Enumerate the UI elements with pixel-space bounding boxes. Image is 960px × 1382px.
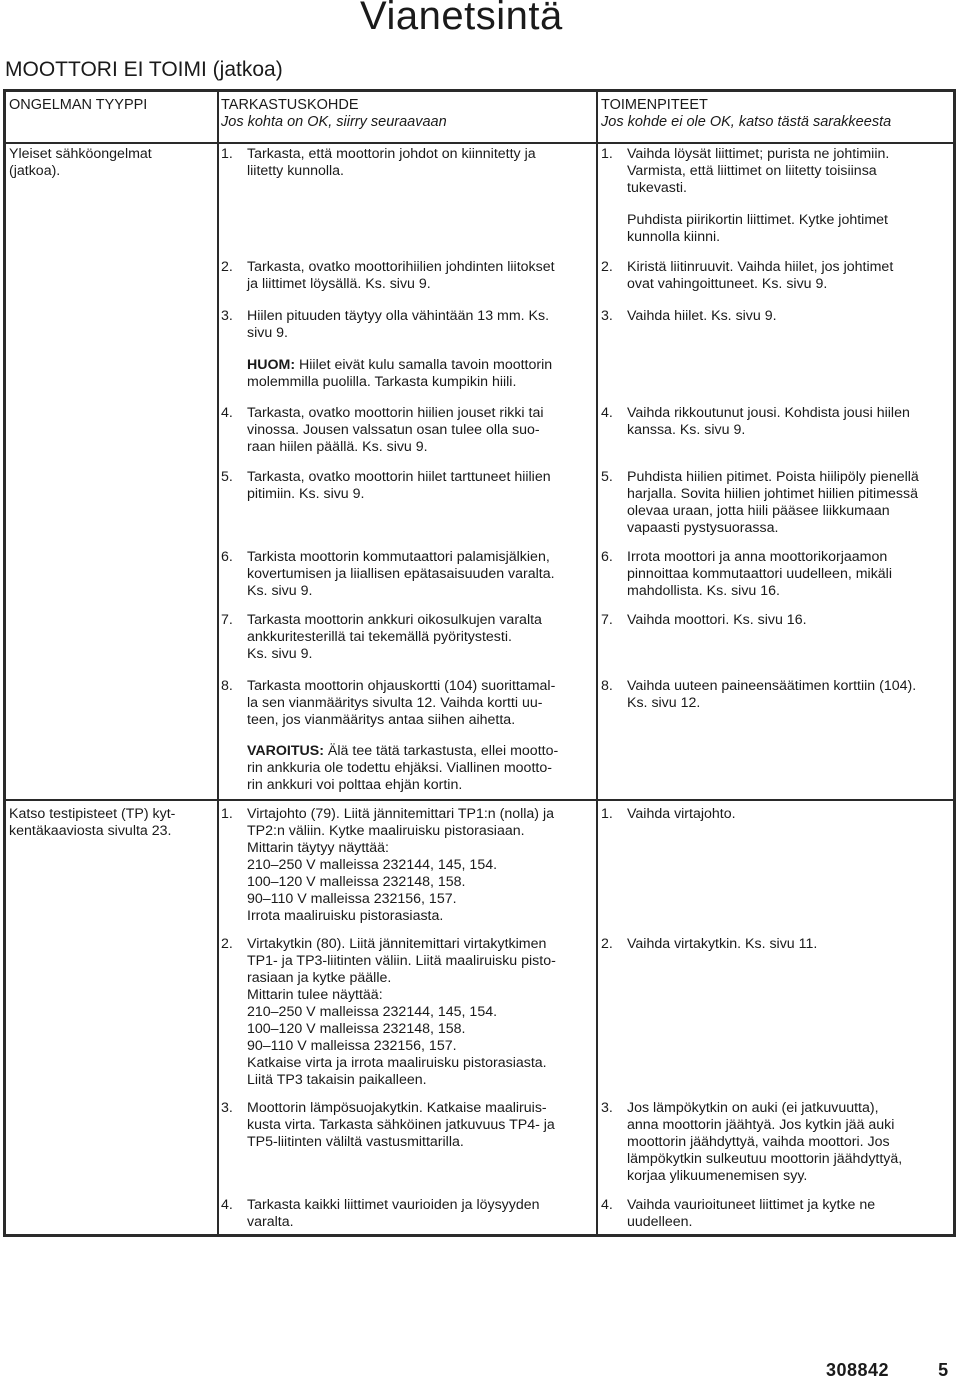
check-item: 4. Tarkasta, ovatko moottorin hiilien jouset rikki tai vinossa. Jousen valssatun osan tulee olla suo- raan hiilen päällä. Ks. sivu 9.	[221, 405, 544, 455]
check-item: 2. Virtakytkin (80). Liitä jännitemittari virtakytkimen TP1- ja TP3-liitinten väliin. Liitä maaliruisku pisto- rasiaan ja kytke päälle. Mittarin tulee näyttää: 210–250 V malleissa 232144, 145, 154. 100–120 V malleissa 232148, 158. 90–110 V malleissa 232156, 157. Katkaise virta ja irrota maaliruisku pistorasiasta. Liitä TP3 takaisin paikalleen.	[221, 936, 556, 1088]
section-title: MOOTTORI EI TOIMI (jatkoa)	[5, 58, 283, 81]
check-item: 8. Tarkasta moottorin ohjauskortti (104) suorittamal- la sen vianmääritys sivulta 12. Vaihda kortti uu- teen, jos vianmääritys antaa siihen aihetta.	[221, 678, 556, 728]
check-item: 1. Virtajohto (79). Liitä jännitemittari TP1:n (nolla) ja TP2:n väliin. Kytke maaliruisku pistorasiaan. Mittarin täytyy näyttää: 210–250 V malleissa 232144, 145, 154. 100–120 V malleissa 232148, 158. 90–110 V malleissa 232156, 157. Irrota maaliruisku pistorasiasta.	[221, 806, 555, 924]
page-title: Vianetsintä	[360, 0, 563, 38]
action-item: 1. Vaihda virtajohto.	[601, 806, 736, 822]
action-item: 3. Jos lämpökytkin on auki (ei jatkuvuutta), anna moottorin jäähtyä. Jos kytkin jää auki moottorin jäähdyttyä, vaihda moottori. Jos lämpökytkin sulkeutuu moottorin jäähdyttyä, korjaa ylikuumenemisen syy.	[601, 1100, 903, 1184]
check-item: 3. Moottorin lämpösuojakytkin. Katkaise maaliruis- kusta virta. Tarkasta sähköinen jatkuvuus TP4- ja TP5-liitinten väliltä vastusmittarilla.	[221, 1100, 555, 1150]
check-item: 2. Tarkasta, ovatko moottorihiilien johdinten liitokset ja liittimet löysällä. Ks. sivu 9.	[221, 259, 555, 292]
header-problem-type: ONGELMAN TYYPPI	[9, 97, 148, 113]
action-item: 4. Vaihda vaurioituneet liittimet ja kytke ne uudelleen.	[601, 1197, 876, 1230]
check-item: 6. Tarkista moottorin kommutaattori palamisjälkien, kovertumisen ja liiallisen epätasaisuuden varalta. Ks. sivu 9.	[221, 549, 555, 599]
note-huom: HUOM: Hiilet eivät kulu samalla tavoin moottorin molemmilla puolilla. Tarkasta kumpikin hiili.	[247, 357, 553, 390]
action-item: 8. Vaihda uuteen paineensäätimen korttiin (104). Ks. sivu 12.	[601, 678, 917, 711]
action-item: Puhdista piirikortin liittimet. Kytke johtimet kunnolla kiinni.	[627, 212, 888, 245]
action-item: 2. Vaihda virtakytkin. Ks. sivu 11.	[601, 936, 818, 952]
action-item: 2. Kiristä liitinruuvit. Vaihda hiilet, jos johtimet ovat vahingoittuneet. Ks. sivu 9.	[601, 259, 894, 292]
action-item: 7. Vaihda moottori. Ks. sivu 16.	[601, 612, 807, 628]
check-item: 4. Tarkasta kaikki liittimet vaurioiden ja löysyyden varalta.	[221, 1197, 540, 1230]
page-footer	[826, 1360, 949, 1381]
document-number: 308842	[826, 1360, 890, 1380]
column-divider	[596, 92, 598, 1234]
row-divider	[6, 799, 953, 801]
action-item: 3. Vaihda hiilet. Ks. sivu 9.	[601, 308, 777, 324]
header-check-point: TARKASTUSKOHDE Jos kohta on OK, siirry seuraavaan	[221, 97, 447, 130]
header-actions: TOIMENPITEET Jos kohde ei ole OK, katso tästä sarakkeesta	[601, 97, 892, 130]
problem-cell-test-points: Katso testipisteet (TP) kyt- kentäkaaviosta sivulta 23.	[9, 806, 176, 839]
problem-cell-general-electrical: Yleiset sähköongelmat (jatkoa).	[9, 146, 152, 179]
action-item: 1. Vaihda löysät liittimet; purista ne johtimiin. Varmista, että liittimet on liitetty toisiinsa tukevasti.	[601, 146, 890, 196]
check-item: 5. Tarkasta, ovatko moottorin hiilet tarttuneet hiilien pitimiin. Ks. sivu 9.	[221, 469, 551, 502]
action-item: 5. Puhdista hiilien pitimet. Poista hiilipöly pienellä harjalla. Sovita hiilien johtimet hiilien pitimessä olevaa uraan, jotta hiili pääsee liikkumaan vapaasti pystysuorassa.	[601, 469, 919, 536]
page-number: 5	[938, 1360, 949, 1380]
check-item: 7. Tarkasta moottorin ankkuri oikosulkujen varalta ankkuritesterillä tai tekemällä pyöritystesti. Ks. sivu 9.	[221, 612, 542, 662]
column-divider	[217, 92, 219, 1234]
note-varoitus: VAROITUS: Älä tee tätä tarkastusta, ellei mootto- rin ankkuria ole todettu ehjäksi. Viallinen moottо- rin ankkuri voi polttaa ehjän kortin.	[247, 743, 559, 793]
check-item: 3. Hiilen pituuden täytyy olla vähintään 13 mm. Ks. sivu 9.	[221, 308, 550, 341]
action-item: 4. Vaihda rikkoutunut jousi. Kohdista jousi hiilen kanssa. Ks. sivu 9.	[601, 405, 910, 438]
header-divider	[6, 142, 953, 144]
check-item: 1. Tarkasta, että moottorin johdot on kiinnitetty ja liitetty kunnolla.	[221, 146, 536, 179]
action-item: 6. Irrota moottori ja anna moottorikorjaamon pinnoittaa kommutaattori uudelleen, mikäli mahdollista. Ks. sivu 16.	[601, 549, 892, 599]
